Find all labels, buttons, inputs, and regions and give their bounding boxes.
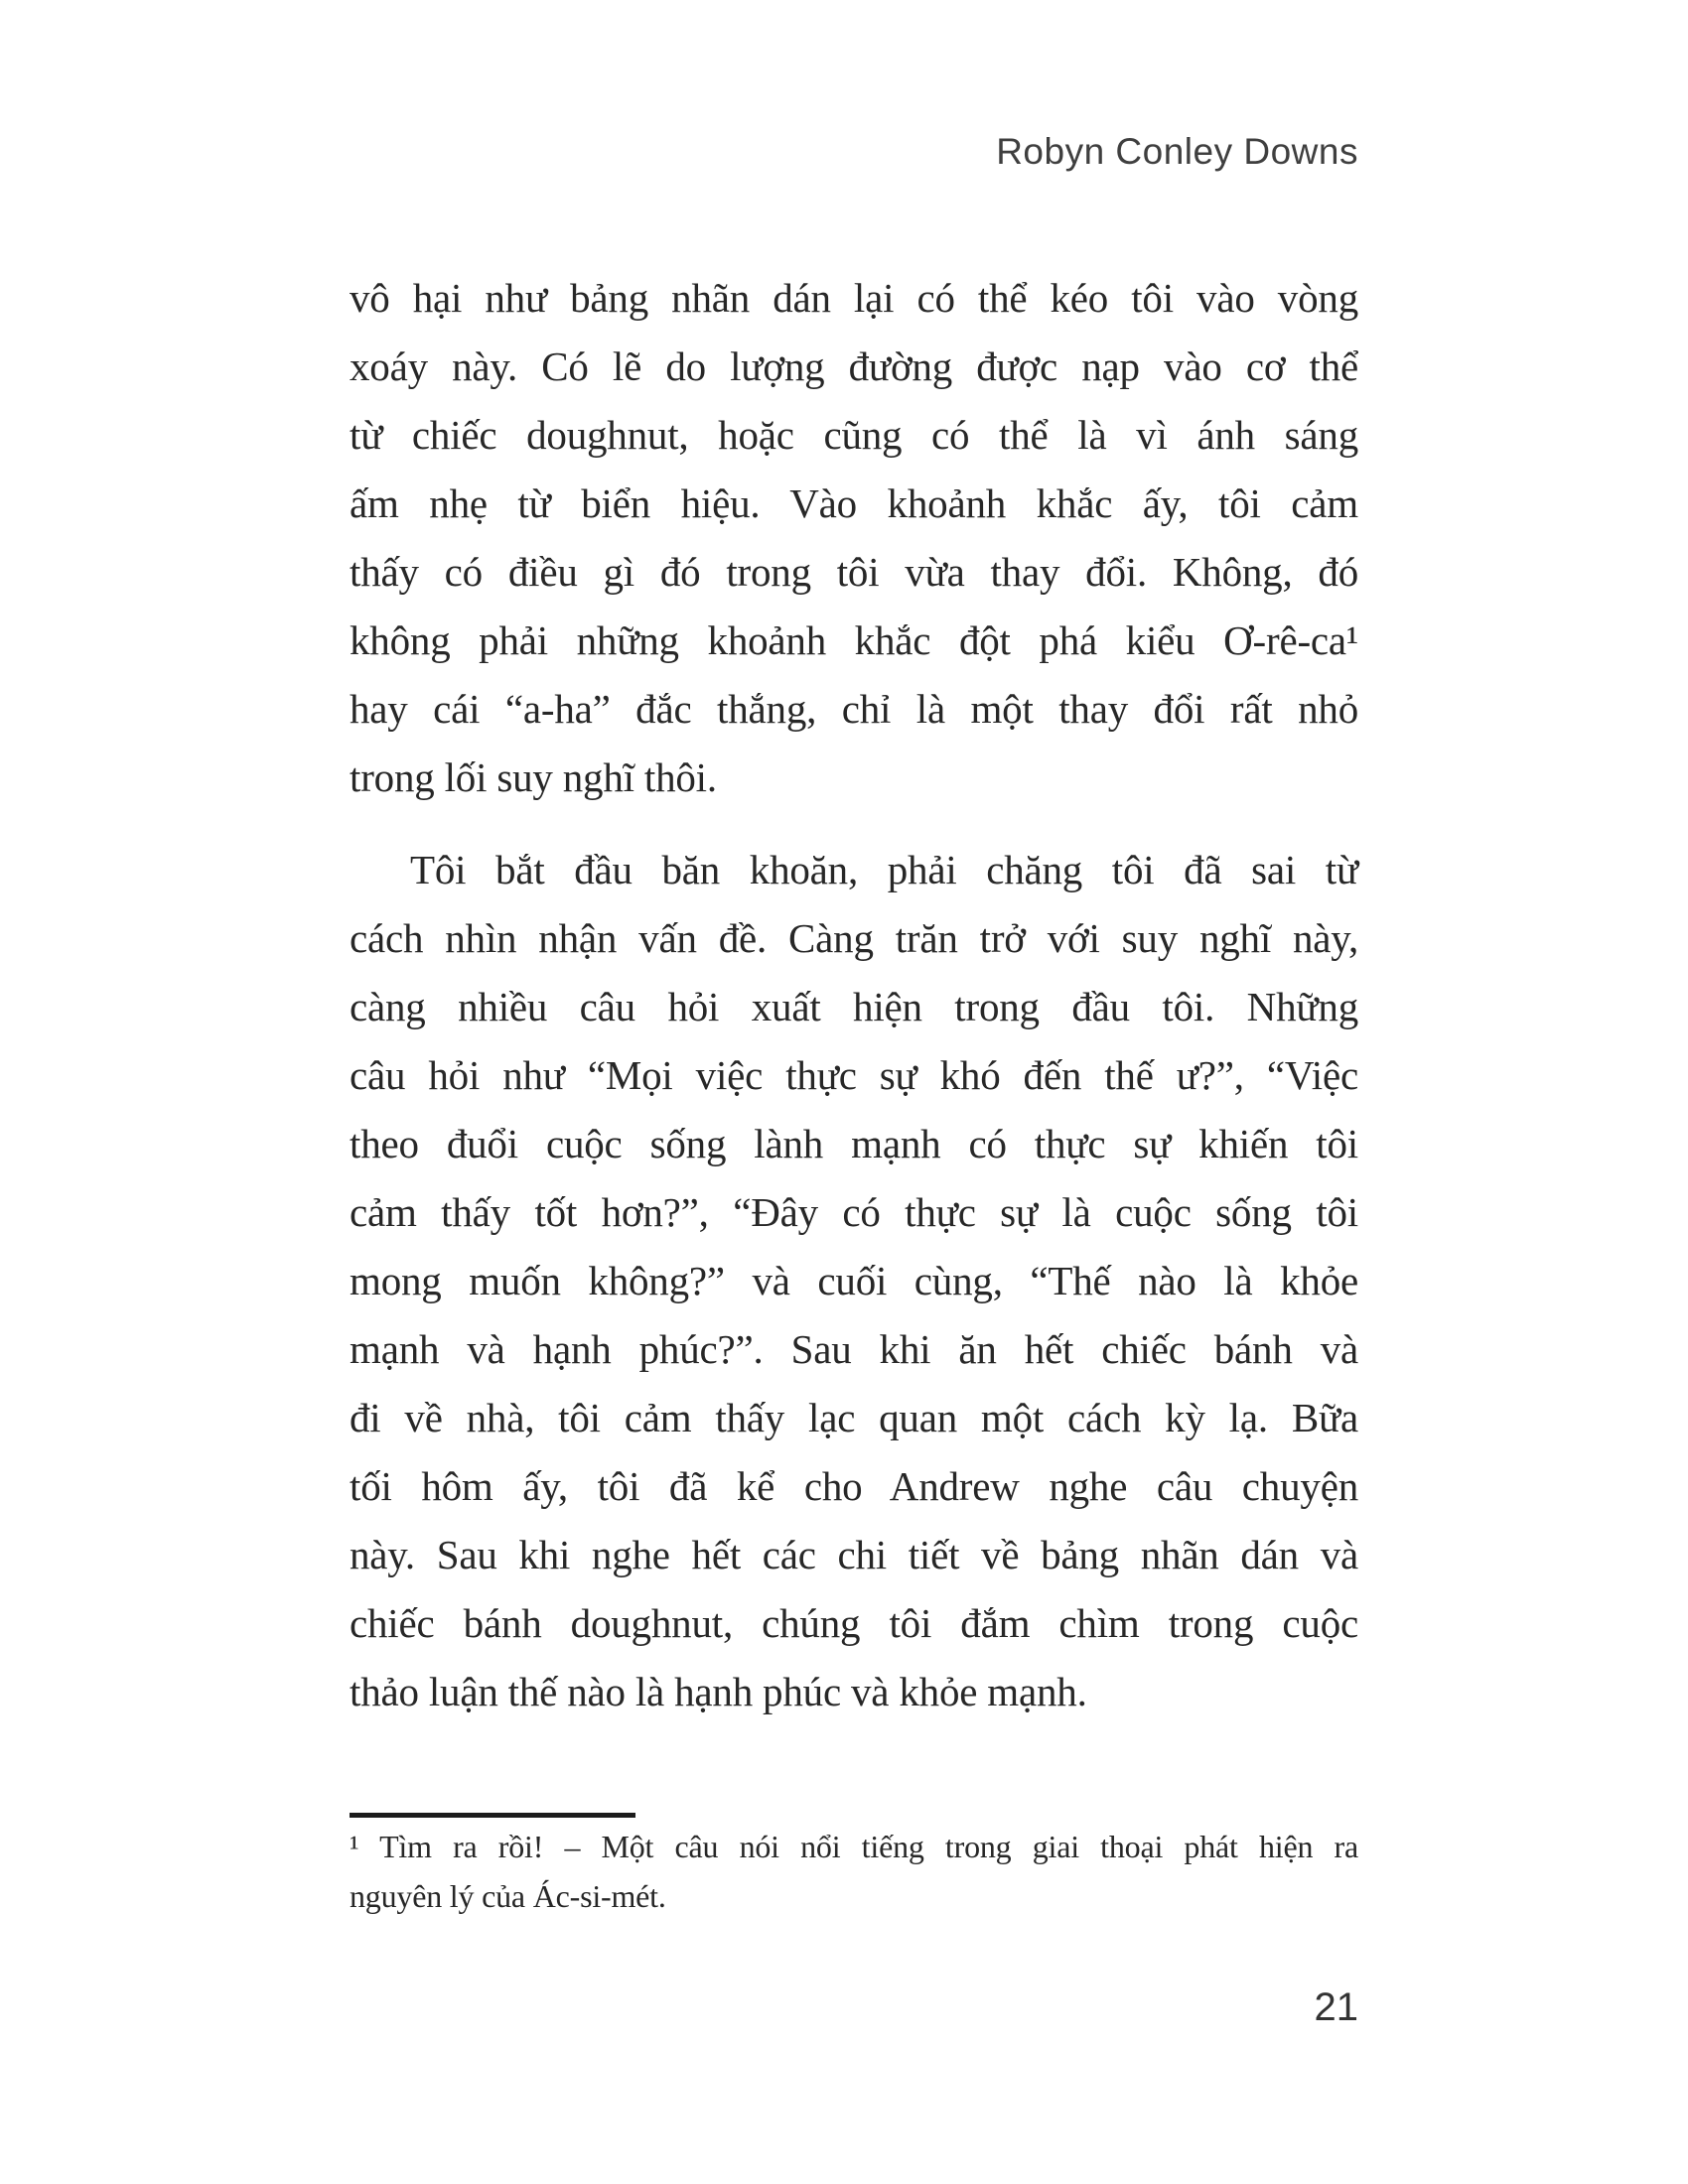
body-line: ấm nhẹ từ biển hiệu. Vào khoảnh khắc ấy, tôi cảm [350,480,1358,526]
body-line: trong lối suy nghĩ thôi. [350,754,717,800]
paragraph [350,836,1358,1726]
body-line: chiếc bánh doughnut, chúng tôi đắm chìm trong cuộc [350,1600,1358,1646]
running-header: Robyn Conley Downs [996,131,1358,172]
footnote [350,1822,1358,1921]
body-line: đi về nhà, tôi cảm thấy lạc quan một cách kỳ lạ. Bữa [350,1395,1358,1440]
body-line: này. Sau khi nghe hết các chi tiết về bảng nhãn dán và [350,1532,1358,1577]
paragraph [350,264,1358,812]
body-line: từ chiếc doughnut, hoặc cũng có thể là vì ánh sáng [350,412,1358,458]
body-line: thấy có điều gì đó trong tôi vừa thay đổi. Không, đó [350,549,1358,595]
body-line: cách nhìn nhận vấn đề. Càng trăn trở với suy nghĩ này, [350,915,1358,961]
body-line: hay cái “a-ha” đắc thắng, chỉ là một thay đổi rất nhỏ [350,686,1358,732]
body-line: thảo luận thế nào là hạnh phúc và khỏe mạnh. [350,1669,1087,1714]
body-line: mạnh và hạnh phúc?”. Sau khi ăn hết chiếc bánh và [350,1326,1358,1372]
footnote-separator-rule [350,1813,635,1818]
body-line: càng nhiều câu hỏi xuất hiện trong đầu tôi. Những [350,984,1358,1029]
body-text [350,264,1358,1726]
body-line: câu hỏi như “Mọi việc thực sự khó đến thế ư?”, “Việc [350,1052,1358,1098]
body-line: không phải những khoảnh khắc đột phá kiểu Ơ-rê-ca¹ [350,617,1358,663]
footnote-line: ¹ Tìm ra rồi! – Một câu nói nổi tiếng trong giai thoại phát hiện ra [350,1829,1358,1864]
footnote-line: nguyên lý của Ác-si-mét. [350,1878,666,1914]
body-line: tối hôm ấy, tôi đã kể cho Andrew nghe câu chuyện [350,1463,1358,1509]
body-line: theo đuổi cuộc sống lành mạnh có thực sự khiến tôi [350,1121,1358,1166]
body-line: vô hại như bảng nhãn dán lại có thể kéo tôi vào vòng [350,275,1358,321]
body-line: cảm thấy tốt hơn?”, “Đây có thực sự là cuộc sống tôi [350,1189,1358,1235]
body-line: mong muốn không?” và cuối cùng, “Thế nào là khỏe [350,1258,1358,1303]
page-number: 21 [1314,1985,1358,2029]
body-line: Tôi bắt đầu băn khoăn, phải chăng tôi đã sai từ [410,847,1358,892]
body-line: xoáy này. Có lẽ do lượng đường được nạp vào cơ thể [350,343,1358,389]
